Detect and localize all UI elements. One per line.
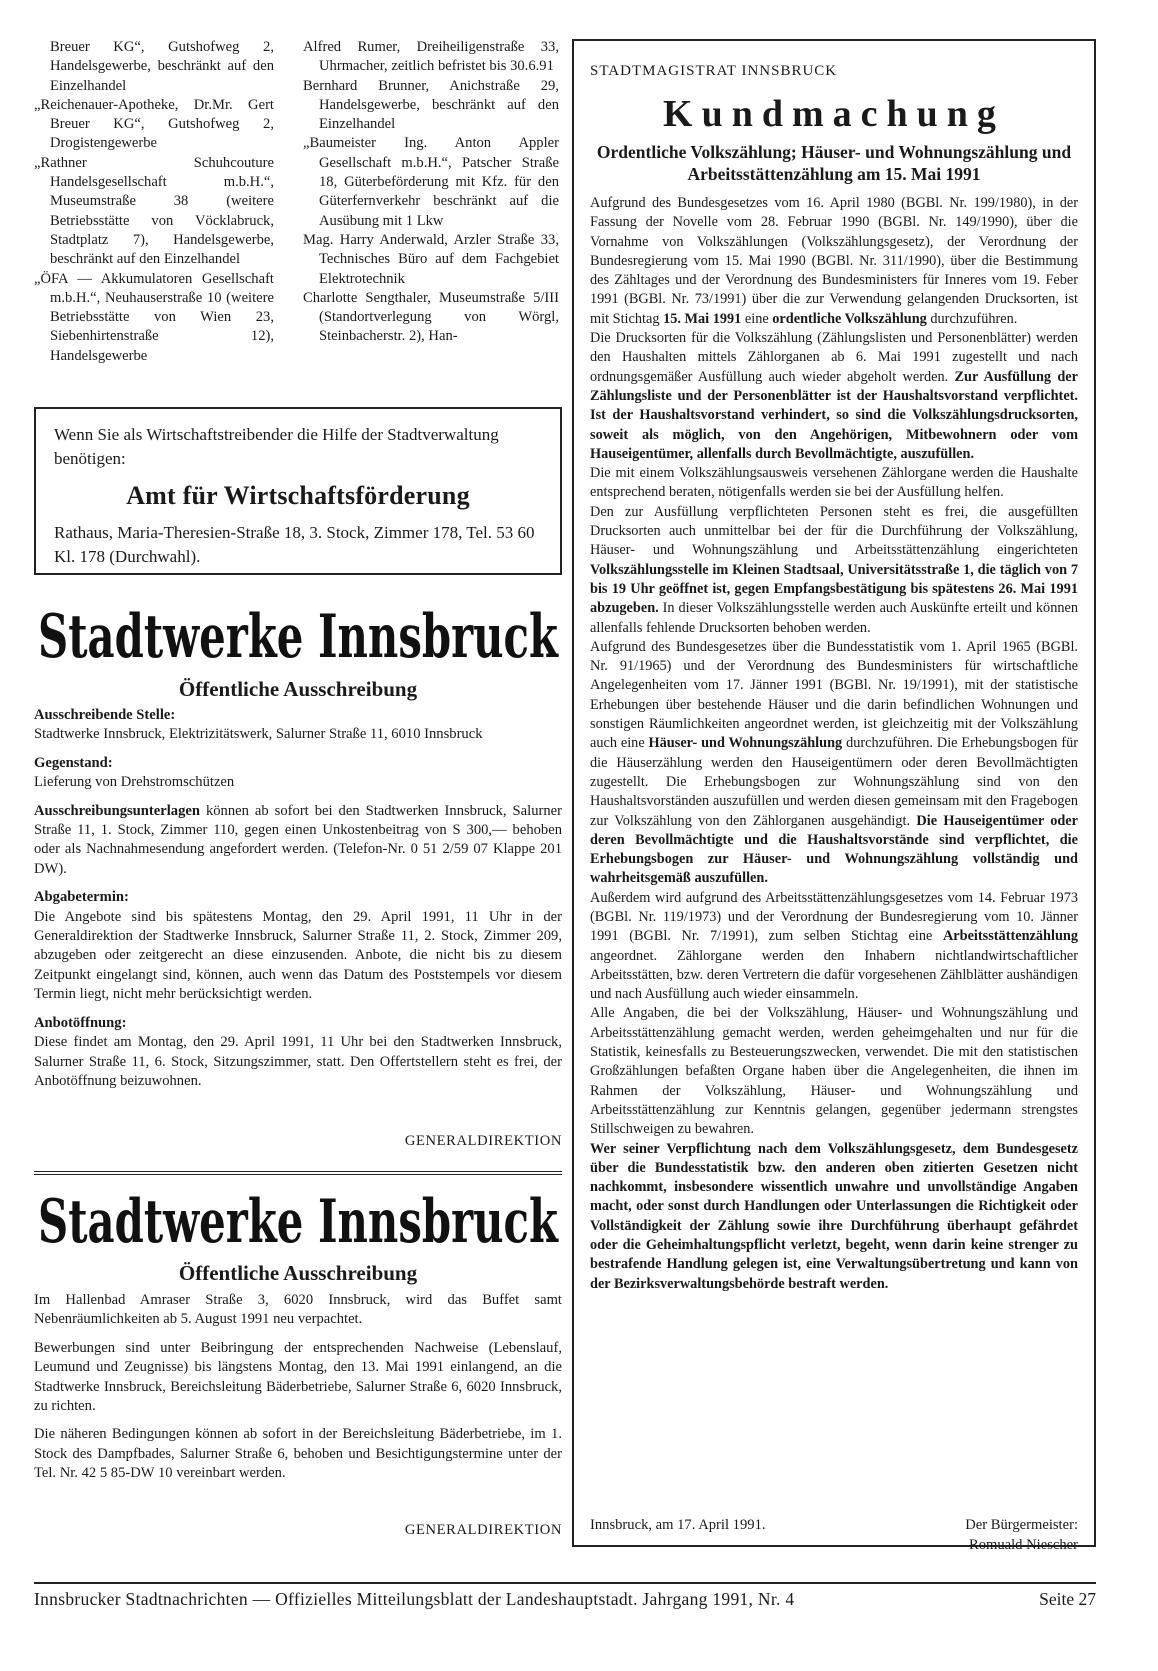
left-column-second — [303, 38, 559, 347]
kundmachung-paragraph: Alle Angaben, die bei der Volkszählung, Häuser- und Wohnungszählung und Arbeitsstättenzählung gemacht werden, werden geheimgehalten und nur für die Statistik, keinesfalls zu Besteuerungszwecken, verwendet. Die mit den statistischen Großzählungen befaßten Organe haben über die Angelegenheiten, die ihnen im Rahmen der Volkszählung, Häuser- und Wohnungszählung und Arbeitsstättenzählung zur Kenntnis gelangen, gegenüber jedermann strengstes Stillschweigen zu bewahren. — [590, 1005, 1078, 1138]
divider — [34, 1171, 562, 1175]
text-run: eine — [741, 310, 773, 327]
text-run-bold: Wer seiner Verpflichtung nach dem Volkszählungsgesetz, dem Bundesgesetz über die Bundesstatistik bzw. den anderen oben zitierten Gesetzen nicht nachkommt, insbesondere wissentlich unwahre und unvollständige Angaben macht, oder sonst durch Handlungen oder Unterlassungen die Richtigkeit oder Vollständigkeit der Zählung sowie ihre Durchführung überhaupt gefährdet oder die Geheimhaltungspflicht verletzt, begeht, wenn darin keine strenger zu bestrafende Handlung gelegen ist, eine Verwaltungsübertretung und kann von der Bezirksverwaltungsbehörde bestraft werden. — [590, 1140, 1078, 1292]
list-item: Charlotte Sengthaler, Museumstraße 5/III (Standortverlegung von Wörgl, Steinbacherstr. 2), Han- — [303, 289, 559, 345]
text-run: Aufgrund des Bundesgesetzes vom 16. April 1980 (BGBl. Nr. 199/1980), in der Fassung der Novelle vom 28. Februar 1990 (BGBl. Nr. 149/1990), über die Vornahme von Volkszählungen (Volkszählungsgesetz), der Verordnung der Bundesregierung vom 15. Mai 1990 (BGBl. Nr. 311/1990), über die Bestimmung des Zähltages und der Verordnung des Bundesministers für Inneres vom 19. Feber 1991 (BGBl. Nr. 73/1991) über die zur Verwendung gelangenden Drucksorten, ist mit Stichtag — [590, 195, 1078, 327]
mayor-title: Der Bürgermeister: — [965, 1517, 1078, 1533]
stadtwerke-logo — [34, 1188, 562, 1254]
text-run-bold: ordentliche Volkszählung — [772, 310, 927, 327]
footer-divider — [34, 1582, 1096, 1584]
mayor-name: Romuald Niescher — [968, 1537, 1078, 1553]
kundmachung-paragraph — [590, 1140, 1078, 1294]
ad1-heading-abgabe: Abgabetermin: — [34, 889, 129, 906]
ad1-unterlagen: können ab sofort bei den Stadtwerken Innsbruck, Salurner Straße 11, 1. Stock, Zimmer 110, gegen einen Unkostenbeitrag von S 300,— behoben oder als Nachnahmesendung angefordert werden. (Telefon-Nr. 0 51 2/59 07 Klappe 201 DW). — [34, 802, 562, 877]
kundmachung-paragraph — [590, 194, 1078, 329]
list-item: „Baumeister Ing. Anton Appler Gesellschaft m.b.H.“, Patscher Straße 18, Güterbeförderung mit Kfz. für den Güterfernverkehr beschränkt auf die Ausübung mit 1 Lkw — [303, 135, 559, 229]
stadtwerke-logo-text: Stadtwerke Innsbruck — [38, 1188, 559, 1254]
kundmachung-paragraph: Die mit einem Volkszählungsausweis versehenen Zählorgane werden die Haushalte entsprechend beraten, nötigenfalls werden sie bei der Ausfüllung helfen. — [590, 465, 1078, 501]
kundmachung-paragraph — [590, 503, 1078, 638]
list-item: Mag. Harry Anderwald, Arzler Straße 33, Technisches Büro auf dem Fachgebiet Elektrotechnik — [303, 231, 559, 287]
text-run: Den zur Ausfüllung verpflichteten Personen steht es frei, die ausgefüllten Drucksorten auch unmittelbar bei der für die Durchführung der Volkszählung, Häuser- und Wohnungszählung und Arbeitsstättenzählung eingerichteten — [590, 503, 1078, 559]
page-number: Seite 27 — [1039, 1589, 1096, 1609]
list-item: „Reichenauer-Apotheke, Dr.Mr. Gert Breuer KG“, Gutshofweg 2, Drogistengewerbe — [34, 96, 274, 152]
text-run-bold: Häuser- und Wohnungszählung — [648, 735, 843, 752]
ad2-paragraph: Die näheren Bedingungen können ab sofort in der Bereichsleitung Bäderbetriebe, im 1. Stock des Dampfbades, Salurner Straße 6, behoben und Besichtigungstermine unter der Tel. Nr. 42 5 85-DW 10 vereinbart werden. — [34, 1426, 562, 1482]
list-item: Bernhard Brunner, Anichstraße 29, Handelsgewerbe, beschränkt auf den Einzelhandel — [303, 77, 559, 133]
wirtschaftsfoerderung-box — [34, 407, 562, 575]
text-run: Die Drucksorten für die Volkszählung (Zählungslisten und Personenblätter) werden den Haushalten mittels Zählorganen ab 6. Mai 1991 zugestellt und nach ordnungsgemäßer Ausfüllung auch wieder abgeholt werden. — [590, 330, 1078, 385]
wirtschaft-title: Amt für Wirtschaftsförderung — [126, 481, 470, 510]
ad1-abgabe: Die Angebote sind bis spätestens Montag, den 29. April 1991, 11 Uhr in der Generaldirektion der Stadtwerke Innsbruck, Salurner Straße 11, 2. Stock, Zimmer 209, abzugeben oder zeitgerecht an diese einzusenden. Anbote, die nicht bis zu diesem Zeitpunkt eingelangt sind, können, auch wenn das Datum des Poststempels vor diesem Termin liegt, nicht mehr berücksichtigt werden. — [34, 908, 562, 1003]
ad2-subtitle: Öffentliche Ausschreibung — [178, 1261, 418, 1285]
text-run: durchzuführen. Die Erhebungsbogen für die Häuserzählung werden den Hauseigentümern oder deren Bevollmächtigten zugestellt. Die Erhebungsbogen zur Wohnungszählung sind von den Haushaltsvorständen auszufüllen und werden diesen gemeinsam mit den Fragebogen zur Volkszählung von den Zählorganen ausgehändigt. — [590, 735, 1078, 829]
list-item: Breuer KG“, Gutshofweg 2, Handelsgewerbe, beschränkt auf den Einzelhandel — [50, 39, 274, 94]
ad2-signature: GENERALDIREKTION — [404, 1522, 562, 1538]
ad1-body — [34, 706, 562, 1091]
ad2-paragraph: Bewerbungen sind unter Beibringung der entsprechenden Nachweise (Lebenslauf, Leumund und Zeugnisse) bis längstens Montag, den 13. Mai 1991 einlangend, an die Stadtwerke Innsbruck, Bereichsleitung Bäderbetriebe, Salurner Straße 6, 6020 Innsbruck, zu richten. — [34, 1339, 562, 1415]
ad2-body — [34, 1291, 562, 1484]
kundmachung-paragraph — [590, 329, 1078, 464]
text-run: Außerdem wird aufgrund des Arbeitsstättenzählungsgesetzes vom 14. Februar 1973 (BGBl. Nr. 119/1973) und der Verordnung der Bundesregierung vom 10. Jänner 1991 (BGBl. Nr. 7/1991), zum selben Stichtag eine — [590, 889, 1078, 945]
ad1-heading-gegenstand: Gegenstand: — [34, 754, 113, 771]
text-run: durchzuführen. — [926, 310, 1018, 327]
text-run-bold: Die Hauseigentümer oder deren Bevollmächtigte und die Haushaltsvorstände sind verpflichtet, die Erhebungsbogen zur Häuser- und Wohnungszählung vollständig und wahrheitsgemäß auszufüllen. — [590, 812, 1079, 887]
wirtschaft-address: Rathaus, Maria-Theresien-Straße 18, 3. Stock, Zimmer 178, Tel. 53 60 Kl. 178 (Durchwahl). — [54, 523, 535, 566]
text-run-bold: 15. Mai 1991 — [663, 310, 742, 327]
list-item: „ÖFA — Akkumulatoren Gesellschaft m.b.H.“, Neuhauserstraße 10 (weitere Betriebsstätte von Wien 23, Siebenhirtenstraße 12), Handelsgewerbe — [34, 270, 274, 364]
left-column-first — [34, 38, 274, 366]
text-run-bold: Volkszählungsstelle im Kleinen Stadtsaal, Universitätsstraße 1, die täglich von 7 bis 19 Uhr geöffnet ist, gegen Empfangsbestätigung bis spätestens 26. Mai 1991 abzugeben. — [590, 561, 1078, 617]
list-item: „Rathner Schuhcouture Handelsgesellschaft m.b.H.“, Museumstraße 38 (weitere Betriebsstätte von Vöcklabruck, Stadtplatz 7), Handelsgewerbe, beschränkt auf den Einzelhandel — [34, 154, 274, 268]
ad1-unterlagen-paragraph — [34, 802, 562, 880]
text-run-bold: Zur Ausfüllung der Zählungsliste und der Personenblätter ist der Haushaltsvorstand verpflichtet. Ist der Haushaltsvorstand verhindert, so sind die Volkszählungsdrucksorten, soweit als möglich, von den Angehörigen, Mitbewohnern oder vom Hauseigentümer, allenfalls durch Bevollmächtigte, auszufüllen. — [590, 368, 1078, 462]
stadtwerke-logo-text: Stadtwerke Innsbruck — [38, 603, 559, 669]
text-run: angeordnet. Zählorgane werden den Inhabern nichtlandwirtschaftlicher Arbeitsstätten, bzw. deren Vertretern die dafür vorgesehenen Zählblätter aushändigen und nach Ausfüllung auch wieder einsammeln. — [590, 947, 1078, 1003]
text-run-bold: Arbeitsstättenzählung — [942, 928, 1078, 945]
ad1-heading-unterlagen: Ausschreibungsunterlagen — [34, 802, 200, 819]
kundmachung-body — [590, 194, 1078, 1294]
kundmachung-title: Kundmachung — [663, 93, 1005, 135]
ad1-heading-oeffnung: Anbotöffnung: — [34, 1014, 127, 1031]
kundmachung-box — [572, 39, 1096, 1553]
stadtwerke-logo — [34, 603, 562, 669]
kundmachung-paragraph — [590, 889, 1078, 1005]
wirtschaft-intro: Wenn Sie als Wirtschaftstreibender die Hilfe der Stadtverwaltung benötigen: — [54, 425, 499, 468]
list-item: Alfred Rumer, Dreiheiligenstraße 33, Uhrmacher, zeitlich befristet bis 30.6.91 — [303, 39, 559, 75]
ad1-stelle: Stadtwerke Innsbruck, Elektrizitätswerk, Salurner Straße 11, 6010 Innsbruck — [34, 726, 483, 743]
ad1-oeffnung: Diese findet am Montag, den 29. April 1991, 11 Uhr bei den Stadtwerken Innsbruck, Salurner Straße 11, 6. Stock, Sitzungszimmer, statt. Den Offertstellern steht es frei, der Anbotöffnung beizuwohnen. — [34, 1034, 562, 1089]
ad1-subtitle: Öffentliche Ausschreibung — [178, 677, 418, 701]
text-run: Aufgrund des Bundesgesetzes über die Bundesstatistik vom 1. April 1965 (BGBl. Nr. 91/1965) und der Verordnung des Bundesministers für wirtschaftliche Angelegenheiten vom 17. Jänner 1991 (BGBl. Nr. 19/1991), mit der statistische Erhebungen über bestehende Häuser und die darin befindlichen Wohnungen und sonstigen Räumlichkeiten angeordnet werden, ist gleichzeitig mit der Volkszählung auch eine — [590, 638, 1078, 752]
kundmachung-subtitle: Ordentliche Volkszählung; Häuser- und Wohnungszählung und Arbeitsstättenzählung am 15. Mai 1991 — [596, 142, 1072, 184]
kundmachung-header: STADTMAGISTRAT INNSBRUCK — [590, 63, 838, 79]
ad2-paragraph: Im Hallenbad Amraser Straße 3, 6020 Innsbruck, wird das Buffet samt Nebenräumlichkeiten ab 5. August 1991 neu verpachtet. — [34, 1292, 562, 1328]
kundmachung-paragraph — [590, 638, 1078, 889]
kundmachung-date: Innsbruck, am 17. April 1991. — [590, 1517, 766, 1533]
ad1-heading-stelle: Ausschreibende Stelle: — [34, 707, 176, 723]
text-run: In dieser Volkszählungsstelle werden auch Auskünfte erteilt und können allenfalls fehlende Drucksorten behoben werden. — [590, 600, 1078, 636]
footer-publication: Innsbrucker Stadtnachrichten — Offizielles Mitteilungsblatt der Landeshauptstadt. Jahrgang 1991, Nr. 4 — [34, 1589, 795, 1609]
ad1-gegenstand: Lieferung von Drehstromschützen — [34, 774, 235, 791]
ad1-signature: GENERALDIREKTION — [404, 1133, 562, 1149]
